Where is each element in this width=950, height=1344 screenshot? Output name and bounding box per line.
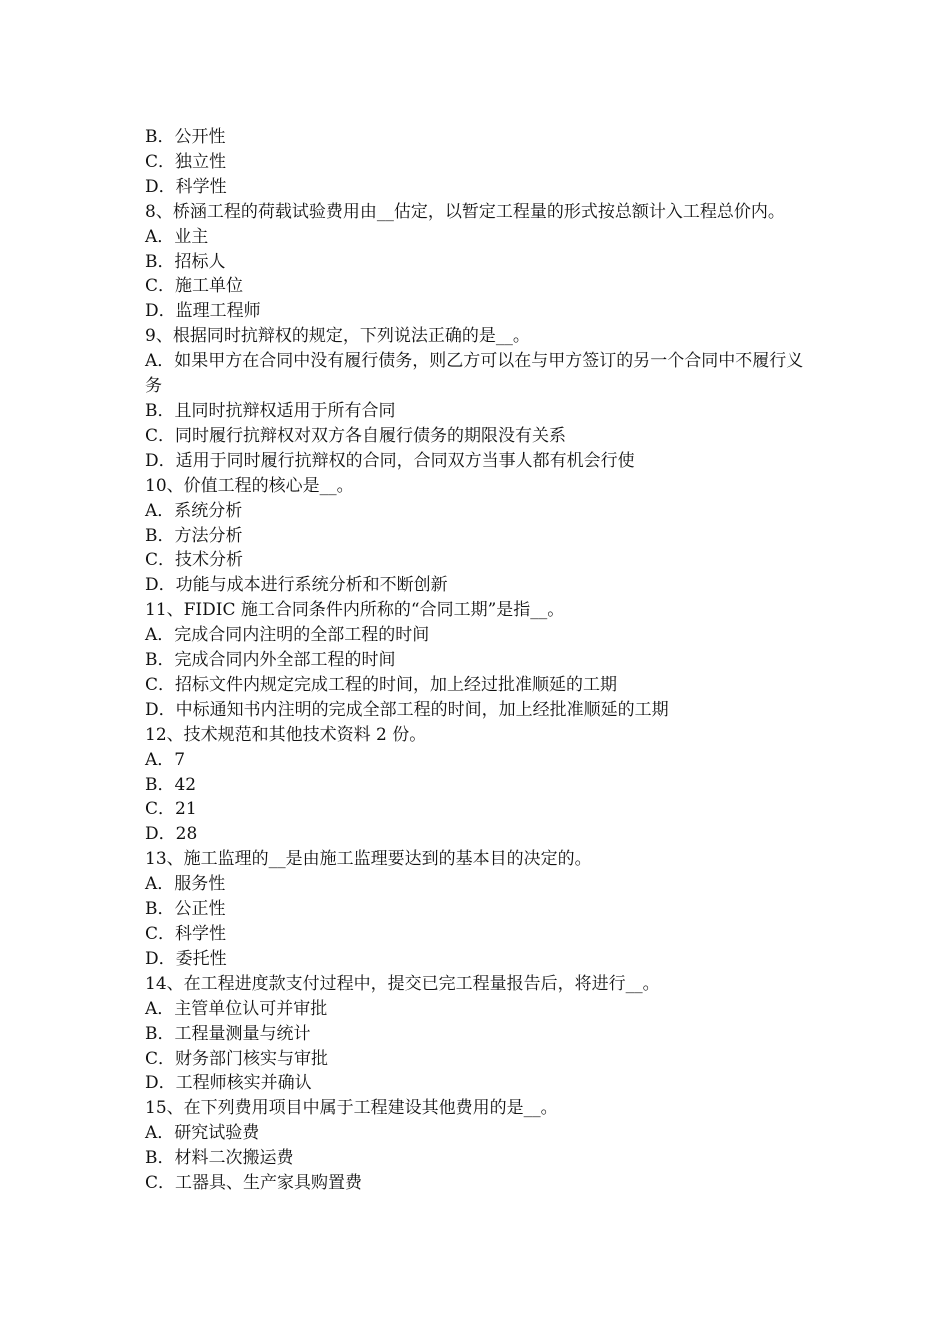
question-14-option-c: C．财务部门核实与审批 xyxy=(145,1048,329,1069)
question-11-option-a: A．完成合同内注明的全部工程的时间 xyxy=(145,625,430,646)
question-8-option-b: B．招标人 xyxy=(145,251,226,272)
question-13-option-a: A．服务性 xyxy=(145,874,226,895)
question-10-option-d: D．功能与成本进行系统分析和不断创新 xyxy=(145,575,448,596)
question-8-option-d: D．监理工程师 xyxy=(145,301,261,322)
question-8: 8、桥涵工程的荷载试验费用由__估定，以暂定工程量的形式按总额计入工程总价内。 xyxy=(145,201,785,222)
question-13-option-d: D．委托性 xyxy=(145,948,227,969)
question-12: 12、技术规范和其他技术资料 2 份。 xyxy=(145,724,427,745)
question-15-option-b: B．材料二次搬运费 xyxy=(145,1148,294,1169)
question-11-option-d: D．中标通知书内注明的完成全部工程的时间，加上经批准顺延的工期 xyxy=(145,699,669,720)
question-10-option-b: B．方法分析 xyxy=(145,525,243,546)
question-9: 9、根据同时抗辩权的规定，下列说法正确的是__。 xyxy=(145,326,530,347)
question-9-option-a: A．如果甲方在合同中没有履行债务，则乙方可以在与甲方签订的另一个合同中不履行义务 xyxy=(145,351,804,397)
question-14: 14、在工程进度款支付过程中，提交已完工程量报告后，将进行__。 xyxy=(145,973,660,994)
question-14-option-d: D．工程师核实并确认 xyxy=(145,1073,312,1094)
option-c-text: C．独立性 xyxy=(145,151,227,172)
question-12-option-a: A．7 xyxy=(145,749,186,770)
question-9-option-b: B．且同时抗辩权适用于所有合同 xyxy=(145,400,396,421)
question-11-option-c: C．招标文件内规定完成工程的时间，加上经过批准顺延的工期 xyxy=(145,674,618,695)
question-13: 13、施工监理的__是由施工监理要达到的基本目的决定的。 xyxy=(145,849,592,870)
question-10-option-a: A．系统分析 xyxy=(145,500,243,521)
question-9-option-c: C．同时履行抗辩权对双方各自履行债务的期限没有关系 xyxy=(145,425,567,446)
question-12-option-d: D．28 xyxy=(145,824,198,845)
question-12-option-c: C．21 xyxy=(145,799,197,820)
question-12-option-b: B．42 xyxy=(145,774,197,795)
option-d-text: D．科学性 xyxy=(145,176,227,197)
question-9-option-d: D．适用于同时履行抗辩权的合同，合同双方当事人都有机会行使 xyxy=(145,450,635,471)
question-10-option-c: C．技术分析 xyxy=(145,550,244,571)
question-15-option-a: A．研究试验费 xyxy=(145,1123,260,1144)
question-13-option-b: B．公正性 xyxy=(145,899,226,920)
question-11: 11、FIDIC 施工合同条件内所称的“合同工期”是指__。 xyxy=(145,600,565,621)
question-8-option-c: C．施工单位 xyxy=(145,276,244,297)
question-15-option-c: C．工器具、生产家具购置费 xyxy=(145,1173,363,1194)
question-11-option-b: B．完成合同内外全部工程的时间 xyxy=(145,650,396,671)
document-page xyxy=(145,125,810,1196)
question-10: 10、价值工程的核心是__。 xyxy=(145,475,354,496)
question-15: 15、在下列费用项目中属于工程建设其他费用的是__。 xyxy=(145,1098,558,1119)
question-14-option-a: A．主管单位认可并审批 xyxy=(145,998,328,1019)
question-13-option-c: C．科学性 xyxy=(145,924,227,944)
question-8-option-a: A．业主 xyxy=(145,226,209,247)
question-14-option-b: B．工程量测量与统计 xyxy=(145,1023,311,1044)
option-b-text: B．公开性 xyxy=(145,127,226,147)
